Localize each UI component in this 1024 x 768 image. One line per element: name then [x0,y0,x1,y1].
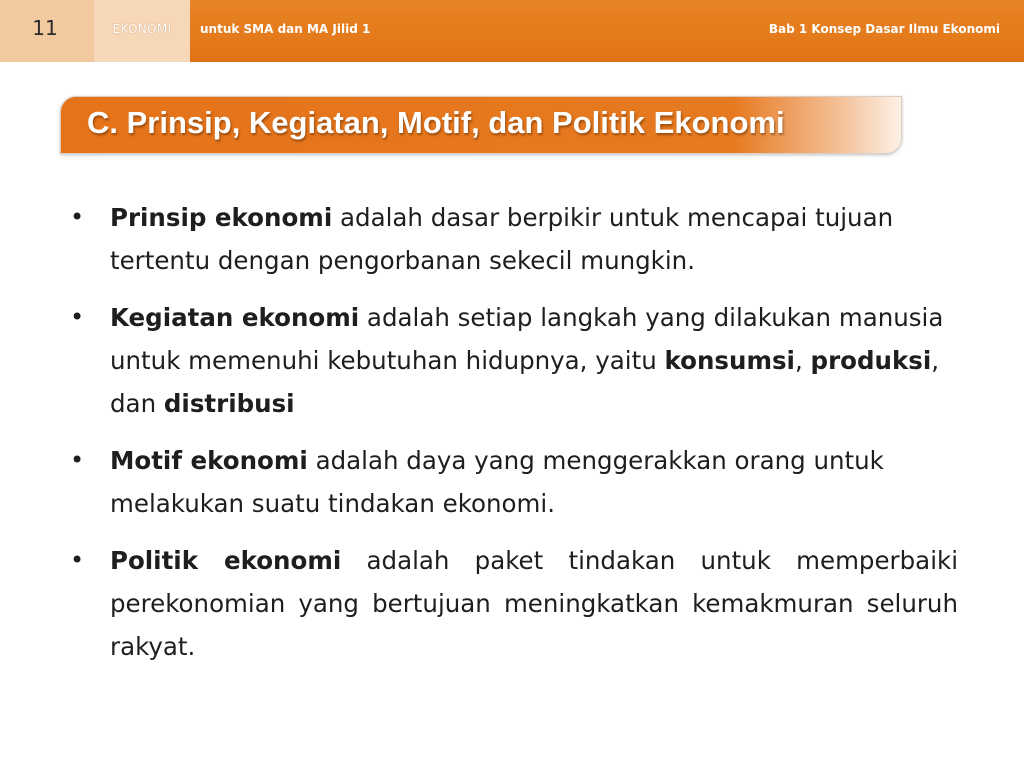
bullet-keyword-produksi: produksi [810,346,932,375]
header-bar [0,0,1024,62]
bullet-item-prinsip [70,196,958,282]
bullet-keyword-konsumsi: konsumsi [664,346,795,375]
subject-label: EKONOMI [112,22,172,36]
bullet-list [70,196,958,682]
bullet-separator: , dan [110,346,940,418]
bullet-text: adalah dasar berpikir untuk mencapai tujuan tertentu dengan pengorbanan sekecil mungkin. [110,203,894,275]
bullet-item-motif [70,439,958,525]
bullet-item-politik [70,539,958,668]
bullet-dot-icon: • [70,446,85,474]
bullet-dot-icon: • [70,203,85,231]
bullet-term: Motif ekonomi [110,446,308,475]
title-banner [60,96,902,154]
page-number-box [0,0,94,62]
slide-title: C. Prinsip, Kegiatan, Motif, dan Politik Ekonomi [87,105,785,140]
chapter-title: Bab 1 Konsep Dasar Ilmu Ekonomi [768,22,1000,36]
bullet-item-kegiatan [70,296,958,425]
bullet-term: Kegiatan ekonomi [110,303,360,332]
bullet-term: Prinsip ekonomi [110,203,333,232]
bullet-dot-icon: • [70,546,85,574]
bullet-text: adalah paket tindakan untuk memperbaiki perekonomian yang bertujuan meningkatkan kemakmuran seluruh rakyat. [110,546,958,661]
bullet-text: adalah daya yang menggerakkan orang untuk melakukan suatu tindakan ekonomi. [110,446,884,518]
subject-box [94,0,190,62]
page-number: 11 [32,16,58,40]
bullet-term: Politik ekonomi [110,546,342,575]
bullet-keyword-distribusi: distribusi [163,389,295,418]
bullet-dot-icon: • [70,303,85,331]
bullet-text: adalah setiap langkah yang dilakukan manusia untuk memenuhi kebutuhan hidupnya, yaitu [110,303,944,375]
bullet-separator: , [794,346,811,375]
book-title: untuk SMA dan MA Jilid 1 [200,22,371,36]
